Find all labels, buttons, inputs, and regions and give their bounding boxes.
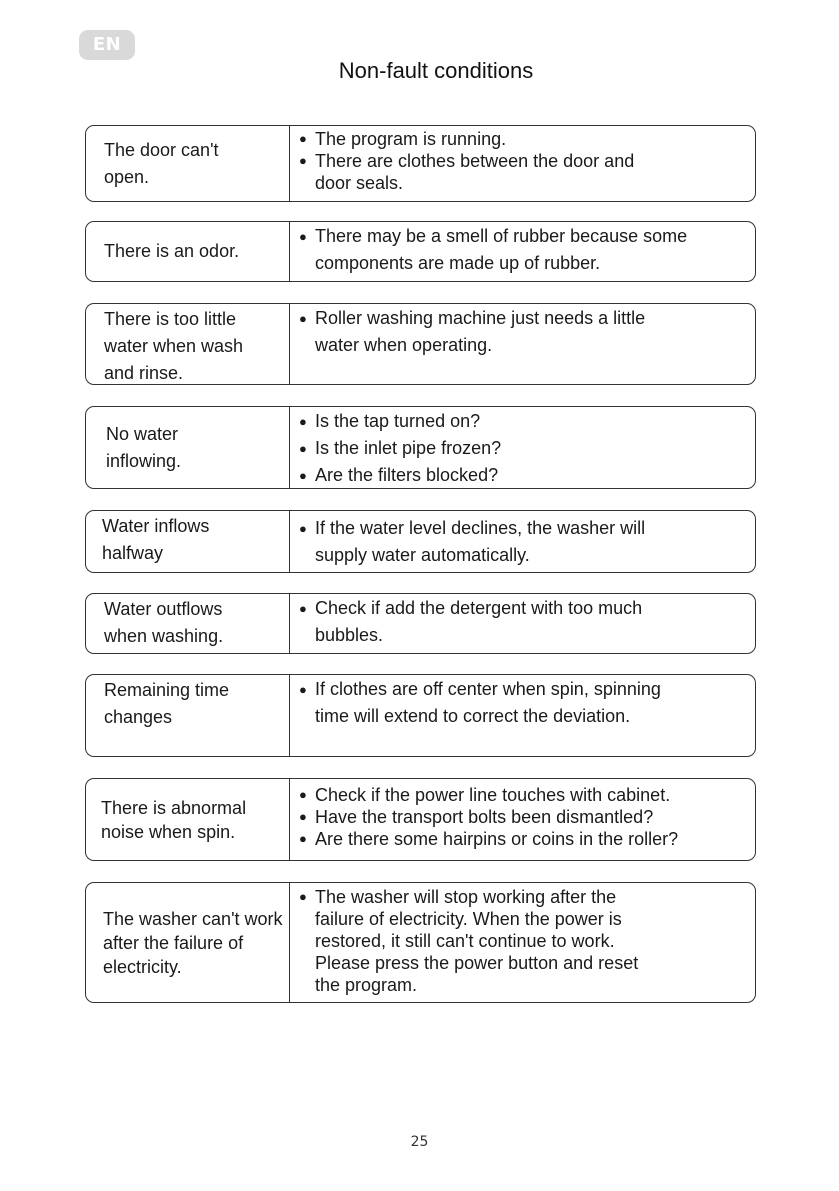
condition-row-no-water xyxy=(85,406,756,489)
condition-row-power-failure xyxy=(85,882,756,1003)
condition-text: No water inflowing. xyxy=(86,407,290,488)
condition-row-odor xyxy=(85,221,756,282)
list-item: ● Roller washing machine just needs a little water when operating. xyxy=(299,305,749,359)
page-title: Non-fault conditions xyxy=(338,58,534,83)
bullet-icon: ● xyxy=(299,601,307,616)
bullet-icon: ● xyxy=(299,311,307,326)
causes-list xyxy=(290,511,755,572)
bullet-icon: ● xyxy=(299,131,307,146)
condition-text: The washer can't work after the failure of electricity. xyxy=(86,883,290,1002)
bullet-icon: ● xyxy=(299,414,307,429)
causes-list xyxy=(290,222,755,281)
condition-row-abnormal-noise xyxy=(85,778,756,861)
bullet-icon: ● xyxy=(299,787,307,802)
causes-list xyxy=(290,594,755,653)
bullet-icon: ● xyxy=(299,809,307,824)
bullet-icon: ● xyxy=(299,831,307,846)
condition-text: The door can't open. xyxy=(86,126,290,201)
list-item: ● Check if the power line touches with cabinet. xyxy=(299,785,671,805)
bullet-icon: ● xyxy=(299,468,307,483)
condition-text: There is too little water when wash and rinse. xyxy=(86,304,290,384)
causes-list xyxy=(290,407,755,488)
bullet-icon: ● xyxy=(299,441,307,456)
condition-row-outflows xyxy=(85,593,756,654)
bullet-icon: ● xyxy=(299,229,307,244)
list-item: ● The washer will stop working after the failure of electricity. When the power is restored, it still can't continue to work. Please press the power button and reset the program. xyxy=(299,887,639,995)
causes-list xyxy=(290,126,755,201)
condition-text: There is an odor. xyxy=(86,222,290,281)
condition-row-little-water xyxy=(85,303,756,385)
page-number: 25 xyxy=(410,1134,429,1150)
bullet-icon: ● xyxy=(299,521,307,536)
list-item: ● Check if add the detergent with too much bubbles. xyxy=(299,595,749,649)
list-item: ● Is the tap turned on? xyxy=(299,408,749,435)
causes-list xyxy=(290,779,755,860)
condition-text: Remaining time changes xyxy=(86,675,290,756)
condition-row-inflows-halfway xyxy=(85,510,756,573)
condition-row-remaining-time xyxy=(85,674,756,757)
bullet-icon: ● xyxy=(299,889,307,904)
list-item: ● Have the transport bolts been dismantled? xyxy=(299,807,654,827)
language-badge: EN xyxy=(79,30,135,60)
causes-list xyxy=(290,883,755,1002)
bullet-icon: ● xyxy=(299,682,307,697)
causes-list xyxy=(290,675,755,756)
condition-row-door xyxy=(85,125,756,202)
list-item: ● Is the inlet pipe frozen? xyxy=(299,435,749,462)
list-item: ● There are clothes between the door and door seals. xyxy=(299,151,635,193)
condition-text: Water outflows when washing. xyxy=(86,594,290,653)
bullet-icon: ● xyxy=(299,153,307,168)
list-item: ● The program is running. xyxy=(299,129,507,149)
list-item: ● If the water level declines, the washer will supply water automatically. xyxy=(299,515,749,569)
condition-text: Water inflows halfway xyxy=(86,511,290,572)
list-item: ● Are there some hairpins or coins in the roller? xyxy=(299,829,679,849)
list-item: ● Are the filters blocked? xyxy=(299,462,749,489)
causes-list xyxy=(290,304,755,384)
condition-text: There is abnormal noise when spin. xyxy=(86,779,290,860)
list-item: ● There may be a smell of rubber because some components are made up of rubber. xyxy=(299,223,749,277)
list-item: ● If clothes are off center when spin, spinning time will extend to correct the deviation. xyxy=(299,676,749,730)
